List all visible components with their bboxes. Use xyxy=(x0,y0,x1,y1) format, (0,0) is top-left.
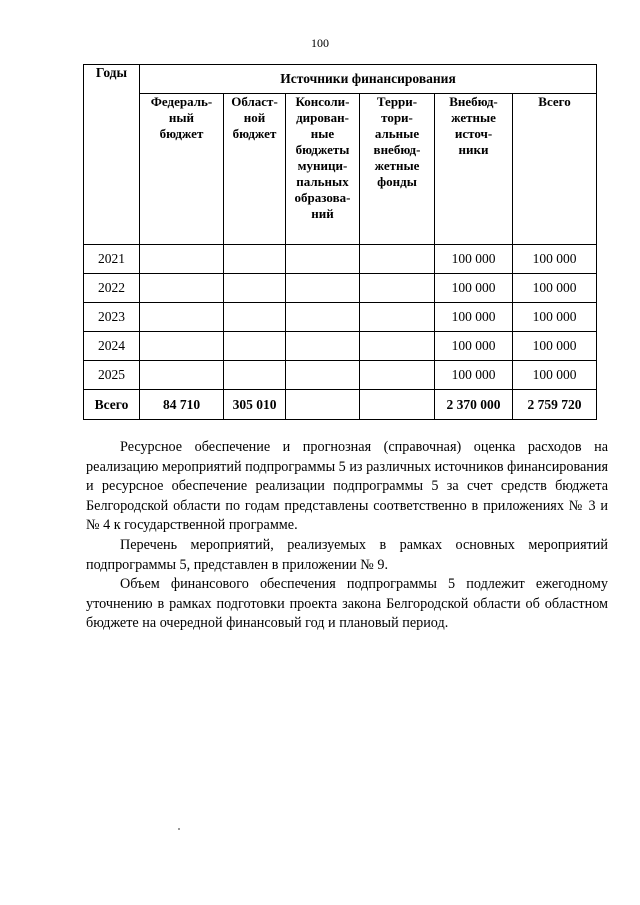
regional-cell xyxy=(224,274,286,303)
territorial-cell xyxy=(360,245,435,274)
regional-cell xyxy=(224,245,286,274)
scan-speck xyxy=(178,828,180,830)
column-header-federal: Федераль- ный бюджет xyxy=(140,94,224,245)
total-cell: 100 000 xyxy=(513,332,597,361)
column-header-territorial: Терри- тори- альные внебюд- жетные фонды xyxy=(360,94,435,245)
paragraph: Ресурсное обеспечение и прогнозная (справочная) оценка расходов на реализацию мероприятий подпрограммы 5 из различных источников финансирования и ресурсное обеспечение реализации подпрограммы 5 за счет средств бюджета Белгородской области по годам представлены соответственно в приложениях № 3 и № 4 к государственной программе. xyxy=(86,439,608,534)
territorial-cell xyxy=(360,361,435,390)
total-cell: 100 000 xyxy=(513,303,597,332)
regional-total-cell: 305 010 xyxy=(224,390,286,420)
municipal-cell xyxy=(286,361,360,390)
federal-cell xyxy=(140,332,224,361)
extrabudget-cell: 100 000 xyxy=(435,332,513,361)
regional-cell xyxy=(224,303,286,332)
year-cell: 2023 xyxy=(84,303,140,332)
grand-total-cell: 2 759 720 xyxy=(513,390,597,420)
federal-cell xyxy=(140,245,224,274)
extrabudget-cell: 100 000 xyxy=(435,245,513,274)
extrabudget-cell: 100 000 xyxy=(435,361,513,390)
territorial-cell xyxy=(360,303,435,332)
municipal-cell xyxy=(286,332,360,361)
total-cell: 100 000 xyxy=(513,245,597,274)
table-row xyxy=(84,303,597,332)
regional-cell xyxy=(224,332,286,361)
column-header-regional: Област- ной бюджет xyxy=(224,94,286,245)
total-cell: 100 000 xyxy=(513,361,597,390)
year-cell: 2022 xyxy=(84,274,140,303)
territorial-cell xyxy=(360,332,435,361)
federal-cell xyxy=(140,303,224,332)
body-text xyxy=(86,438,608,634)
territorial-total-cell xyxy=(360,390,435,420)
total-cell: 100 000 xyxy=(513,274,597,303)
column-header-municipal: Консоли- дирован- ные бюджеты муници- пальных образова- ний xyxy=(286,94,360,245)
municipal-total-cell xyxy=(286,390,360,420)
year-cell: 2021 xyxy=(84,245,140,274)
table-row xyxy=(84,245,597,274)
years-header: Годы xyxy=(84,65,140,245)
extrabudget-cell: 100 000 xyxy=(435,303,513,332)
federal-cell xyxy=(140,274,224,303)
municipal-cell xyxy=(286,274,360,303)
federal-cell xyxy=(140,361,224,390)
table-row xyxy=(84,332,597,361)
municipal-cell xyxy=(286,245,360,274)
extrabudget-cell: 100 000 xyxy=(435,274,513,303)
total-label-cell: Всего xyxy=(84,390,140,420)
year-cell: 2024 xyxy=(84,332,140,361)
federal-total-cell: 84 710 xyxy=(140,390,224,420)
paragraph: Объем финансового обеспечения подпрограммы 5 подлежит ежегодному уточнению в рамках подготовки проекта закона Белгородской области об областном бюджете на очередной финансовый год и плановый период. xyxy=(86,576,608,632)
sources-header: Источники финансирования xyxy=(140,65,597,94)
table-total-row xyxy=(84,390,597,420)
extrabudget-total-cell: 2 370 000 xyxy=(435,390,513,420)
table-row xyxy=(84,274,597,303)
financing-table xyxy=(83,64,597,420)
territorial-cell xyxy=(360,274,435,303)
page-number: 100 xyxy=(311,36,329,50)
column-header-extrabudget: Внебюд- жетные источ- ники xyxy=(435,94,513,245)
table-row xyxy=(84,361,597,390)
municipal-cell xyxy=(286,303,360,332)
regional-cell xyxy=(224,361,286,390)
year-cell: 2025 xyxy=(84,361,140,390)
column-header-total: Всего xyxy=(513,94,597,245)
paragraph: Перечень мероприятий, реализуемых в рамках основных мероприятий подпрограммы 5, представлен в приложении № 9. xyxy=(86,536,608,573)
